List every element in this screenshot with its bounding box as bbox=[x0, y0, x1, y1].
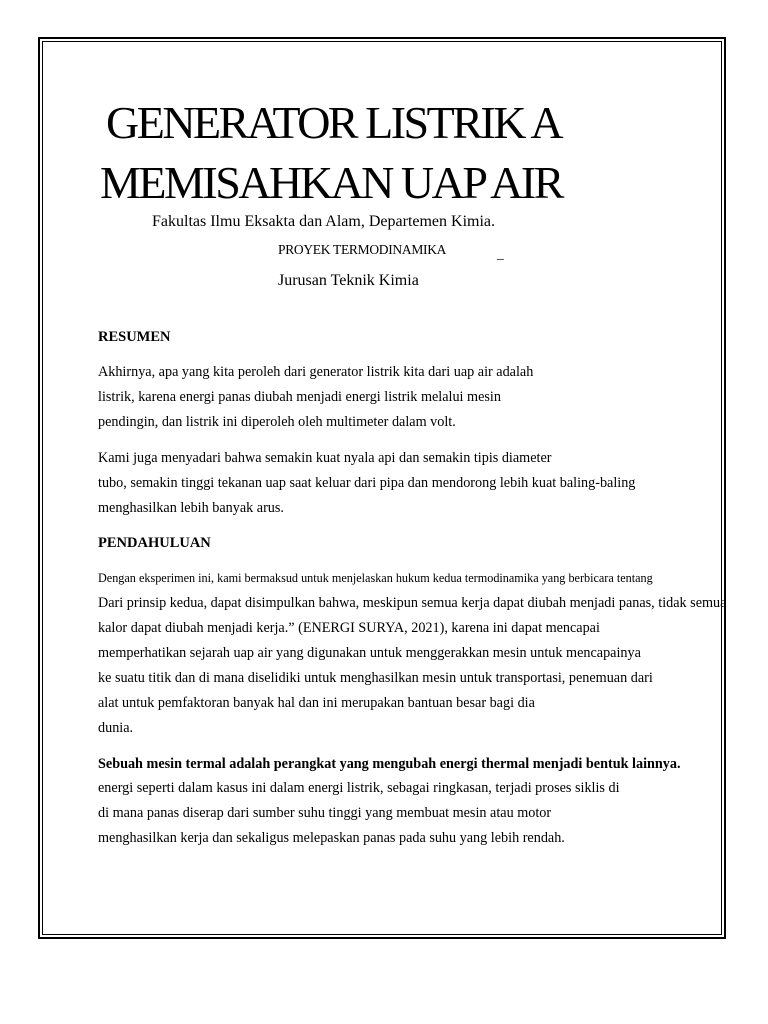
project-mark: _ bbox=[497, 246, 504, 261]
resumen-p1-line: Akhirnya, apa yang kita peroleh dari generator listrik kita dari uap air adalah bbox=[98, 364, 534, 380]
document-title-line-1: GENERATOR LISTRIK A bbox=[106, 97, 562, 148]
pendahuluan-p1-line: Dari prinsip kedua, dapat disimpulkan bahwa, meskipun semua kerja dapat diubah menjadi panas, tidak semua bbox=[98, 595, 727, 611]
department-name: Jurusan Teknik Kimia bbox=[278, 272, 419, 289]
resumen-p2-line: tubo, semakin tinggi tekanan uap saat keluar dari pipa dan mendorong lebih kuat baling-baling bbox=[98, 475, 636, 491]
pendahuluan-p2-line: menghasilkan kerja dan sekaligus melepaskan panas pada suhu yang lebih rendah. bbox=[98, 830, 565, 846]
faculty-name: Fakultas Ilmu Eksakta dan Alam, Departemen Kimia. bbox=[152, 213, 496, 230]
resumen-p1-line: pendingin, dan listrik ini diperoleh oleh multimeter dalam volt. bbox=[98, 414, 456, 430]
pendahuluan-heading: PENDAHULUAN bbox=[98, 535, 211, 551]
pendahuluan-p2-bold-line: Sebuah mesin termal adalah perangkat yang mengubah energi thermal menjadi bentuk lainnya. bbox=[98, 756, 681, 772]
pendahuluan-p1-line: memperhatikan sejarah uap air yang digunakan untuk menggerakkan mesin untuk mencapainya bbox=[98, 645, 641, 661]
resumen-p2-line: menghasilkan lebih banyak arus. bbox=[98, 500, 284, 516]
pendahuluan-p2-line: di mana panas diserap dari sumber suhu tinggi yang membuat mesin atau motor bbox=[98, 805, 552, 821]
pendahuluan-p1-first-line: Dengan eksperimen ini, kami bermaksud untuk menjelaskan hukum kedua termodinamika yang berbicara tentang bbox=[98, 571, 653, 585]
pendahuluan-p2-line: energi seperti dalam kasus ini dalam energi listrik, sebagai ringkasan, terjadi proses siklis di bbox=[98, 780, 620, 796]
resumen-p1-line: listrik, karena energi panas diubah menjadi energi listrik melalui mesin bbox=[98, 389, 501, 405]
resumen-heading: RESUMEN bbox=[98, 329, 171, 345]
pendahuluan-p1-line: ke suatu titik dan di mana diselidiki untuk menghasilkan mesin untuk transportasi, penemuan dari bbox=[98, 670, 653, 686]
resumen-p2-line: Kami juga menyadari bahwa semakin kuat nyala api dan semakin tipis diameter bbox=[98, 450, 552, 466]
project-label: PROYEK TERMODINAMIKA bbox=[278, 242, 447, 257]
document-title-line-2: MEMISAHKAN UAP AIR bbox=[100, 157, 562, 208]
pendahuluan-p1-line: alat untuk pemfaktoran banyak hal dan ini merupakan bantuan besar bagi dia bbox=[98, 695, 535, 711]
pendahuluan-p1-line: kalor dapat diubah menjadi kerja.” (ENERGI SURYA, 2021), karena ini dapat mencapai bbox=[98, 620, 600, 636]
pendahuluan-p1-line: dunia. bbox=[98, 720, 134, 736]
